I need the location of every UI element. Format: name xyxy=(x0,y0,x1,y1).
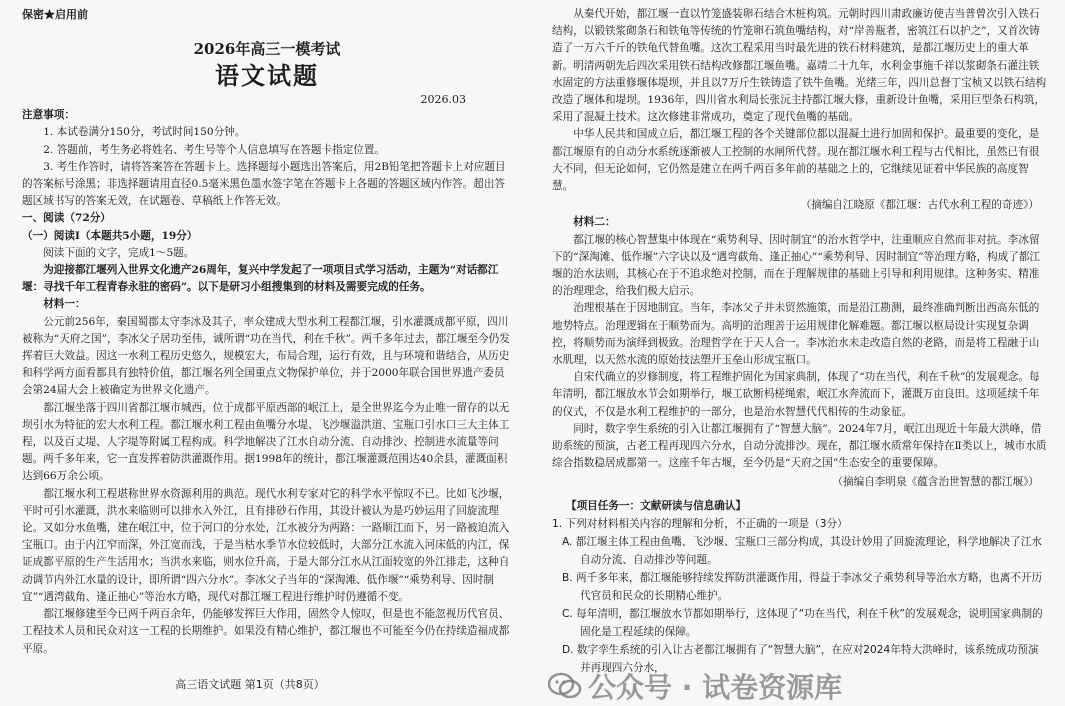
task-title: 【项目任务一：文献研读与信息确认】 xyxy=(566,499,747,512)
section-title: 一、阅读（72分） xyxy=(22,212,111,225)
sub-section-title: （一）阅读Ⅰ（本题共5小题，19分） xyxy=(22,229,198,242)
page-footer: 高三语文试题 第1页（共8页） xyxy=(175,678,325,691)
material1-paragraph: 都江堰修建至今已两千两百余年，仍能够发挥巨大作用，固然令人惊叹，但是也不能忽视历代官员、工程技术人员和民众对这一工程的长期维护。如果没有精心维护，都江堰也不可能至今仍在持续造福成都平原。 xyxy=(22,608,510,655)
material1-paragraph: 都江堰坐落于四川省都江堰市城西，位于成都平原西部的岷江上，是全世界迄今为止唯一留存的以无坝引水为特征的宏大水利工程。都江堰水利工程由鱼嘴分水堤、飞沙堰溢洪道、宝瓶口引水口三大主体工程，以及百丈堤、人字堤等附属工程构成。科学地解决了江水自动分流、自动排沙、控制进水流量等问题。两千多年来，它一直发挥着防洪灌溉作用。据1998年的统计，都江堰灌溉范围达40余县，灌溉面积达到66万余公顷。 xyxy=(22,401,510,483)
option-d: D. 数字孪生系统的引入让古老都江堰拥有了“智慧大脑”，在应对2024年特大洪峰时，该系统成功预演并再现四六分水， xyxy=(562,643,1039,674)
exam-date: 2026.03 xyxy=(420,93,466,107)
material2-paragraph: 同时，数字孪生系统的引入让都江堰拥有了“智慧大脑”。2024年7月，岷江出现近十年最大洪峰，借助系统的预演，古老工程再现四六分水，自动分流排沙。现在，都江堰水质常年保持在Ⅱ类以上，城市水质综合指数稳居成都第一。这座千年古堰，至今仍是“天府之国”生态安全的重要保障。 xyxy=(552,422,1047,470)
material1-paragraph: 都江堰水利工程堪称世界水资源利用的典范。现代水利专家对它的科学水平惊叹不已。比如飞沙堰，平时可引水灌溉，洪水来临则可以排水入外江，且有排砂石作用，其设计被认为是巧妙运用了回旋流理论。又如分水鱼嘴，建在岷江中，位于河口的分水处，江水被分为两路：一路顺江而下，另一路被迫流入宝瓶口。由于内江窄而深，外江宽而浅，于是当枯水季节水位较低时，大部分江水流入河床低的内江，保证成都平原的生产生活用水；当洪水来临，则水位升高，于是大部分江水从江面较宽的外江排走，这种自动调节内外江水量的设计，即所谓“四六分水”。李冰父子当年的“深淘滩、低作堰”“乘势利导、因时制宜”“遇湾截角、逢正抽心”等治水方略，现代对都江堰工程进行维护时仍遵循不变。 xyxy=(22,487,510,603)
option-b: B. 两千多年来，都江堰能够持续发挥防洪灌溉作用，得益于李冰父子乘势利导等治水方略，也离不开历代官员和民众的长期精心维护。 xyxy=(562,571,1043,602)
material1-paragraph: 中华人民共和国成立后，都江堰工程的各个关键部位都以混凝土进行加固和保护。最重要的变化，是都江堰原有的自动分水系统逐渐被人工控制的水闸所代替。现在都江堰水利工程与古代相比，虽然已有很大不同，但无论如何，它仍然是建立在两千两百多年前的基础之上的，它继续见证着中华民族的高度智慧。 xyxy=(552,128,1040,193)
question-1: 1. 下列对材料相关内容的理解和分析，不正确的一项是（3分） xyxy=(552,517,848,530)
subject-title: 语文试题 xyxy=(215,61,319,91)
notes-heading: 注意事项： xyxy=(22,109,75,122)
activity-intro: 为迎接都江堰列入世界文化遗产26周年，复兴中学发起了一项项目式学习活动，主题为“对话都江堰：寻找千年工程青春永驻的密码”。以下是研习小组搜集到的材料及需要完成的任务。 xyxy=(22,264,499,294)
instruction: 阅读下面的文字，完成1～5题。 xyxy=(43,246,195,259)
material1-paragraph: 从秦代开始，都江堰一直以竹笼盛装卵石结合木桩构筑。元朝时四川肃政廉访使吉当普曾次引入铁石结构，以锻铁浆砌条石和铁龟等传统的竹笼卵石筑鱼嘴结构，对“岸善瓶者，密筑江石以护之”，又首次铸造了一万六千斤的铁龟代替鱼嘴。这次工程采用当时最先进的铁石材料建筑，是都江堰历史上的重大革新。明清两朝先后四次采用铁石结构改修都江堰鱼嘴。嘉靖二十九年，水利金事施千祥以浆砌条石灌注铁水固定的方法重修堰体堤坝，并且以7万斤生铁铸造了铁牛鱼嘴。光绪三年，四川总督丁宝桢又以铁石结构改造了堰体和堤坝。1936年，四川省水利局长张沅主持都江堰大修，重新设计鱼嘴，采用巨型条石构筑，采用了混凝土技术。这次修建非常成功，奠定了现代鱼嘴的基础。 xyxy=(552,8,1047,124)
material2-paragraph: 自宋代确立的岁修制度，将工程维护固化为国家典制，体现了“功在当代，利在千秋”的发展观念。每年清明，都江堰放水节会如期举行，堰工砍断杩槎绳索，岷江水奔流而下，灌溉万亩良田。这项延续千年的仪式，不仅是水利工程维护的一部分，也是治水智慧代代相传的生动象征。 xyxy=(552,371,1040,418)
watermark-text: 公众号 · 试卷资源库 xyxy=(588,671,843,704)
material2-paragraph: 都江堰的核心智慧集中体现在“乘势利导、因时制宜”的治水哲学中，注重顺应自然而非对抗。李冰留下的“深淘滩、低作堰”六字诀以及“遇弯截角、逢正抽心”“乘势利导、因时制宜”等治理方略，构成了都江堰的治水法则，其核心在于不追求绝对控制，而在于理解规律的基础上引导和利用规律。这种务实、精准的治理理念，给我们极大启示。 xyxy=(552,233,1041,298)
option-c: C. 每年清明，都江堰放水节都如期举行，这体现了“功在当代，利在千秋”的发展观念，说明国家典制的固化是工程延续的保障。 xyxy=(562,607,1043,638)
note-item: 1. 本试卷满分150分，考试时间150分钟。 xyxy=(43,126,246,139)
material1-label: 材料一： xyxy=(43,298,86,311)
material2-paragraph: 治理根基在于因地制宜。当年，李冰父子并未贸然施策，而是沿江勘测，最终准确判断出西高东低的地势特点。治理逻辑在于顺势而为。高明的治理善于运用规律化解难题。都江堰以枢局设计实现复杂调控，将顺势而为演绎到极致。治理哲学在于天人合一。李冰治水未走改造自然的老路，而是将工程融于山水肌理，以天然水流的原始技法塑开玉垒山形成宝瓶口。 xyxy=(552,302,1040,367)
wechat-icon xyxy=(548,672,582,700)
option-a: A. 都江堰主体工程由鱼嘴、飞沙堰、宝瓶口三部分构成，其设计妙用了回旋流理论，科学地解决了江水自动分流、自动排沙等问题。 xyxy=(562,535,1042,566)
source-citation-1: （摘编自江晓原《都江堰：古代水利工程的奇迹》） xyxy=(800,199,1039,212)
exam-title: 2026年高三一模考试 xyxy=(193,40,341,59)
source-citation-2: （摘编自李明泉《蕴含治世智慧的都江堰》） xyxy=(832,476,1039,489)
material2-label: 材料二： xyxy=(573,216,616,229)
wechat-watermark xyxy=(548,666,842,706)
confidential-stamp: 保密★启用前 xyxy=(22,8,88,21)
material1-paragraph: 公元前256年，秦国蜀郡太守李冰及其子，率众建成大型水利工程都江堰，引水灌溉成都平原，四川被称为“天府之国”，李冰父子居功至伟，诚所谓“功在当代，利在千秋”。两千多年过去，都江堰至今仍发挥着巨大效益。因这一水利工程历史悠久，规模宏大，布局合理，运行有效，且与环境和谐结合，从历史和科学两方面看都具有独特价值，都江堰名列全国重点文物保护单位，并于2000年联合国世界遗产委员会第24届大会上被确定为世界文化遗产。 xyxy=(22,315,510,397)
right-column xyxy=(552,6,1047,677)
note-item: 3. 考生作答时，请将答案答在答题卡上。选择题每小题选出答案后，用2B铅笔把答题卡上对应题目的答案标号涂黑；非选择题请用直径0.5毫米黑色墨水签字笔在答题卡上各题的答题区域内作答。超出答题区域书写的答案无效，在试题卷、草稿纸上作答无效。 xyxy=(22,160,506,208)
left-column xyxy=(22,6,512,658)
note-item: 2. 答题前，考生务必将姓名、考生号等个人信息填写在答题卡指定位置。 xyxy=(43,143,386,156)
